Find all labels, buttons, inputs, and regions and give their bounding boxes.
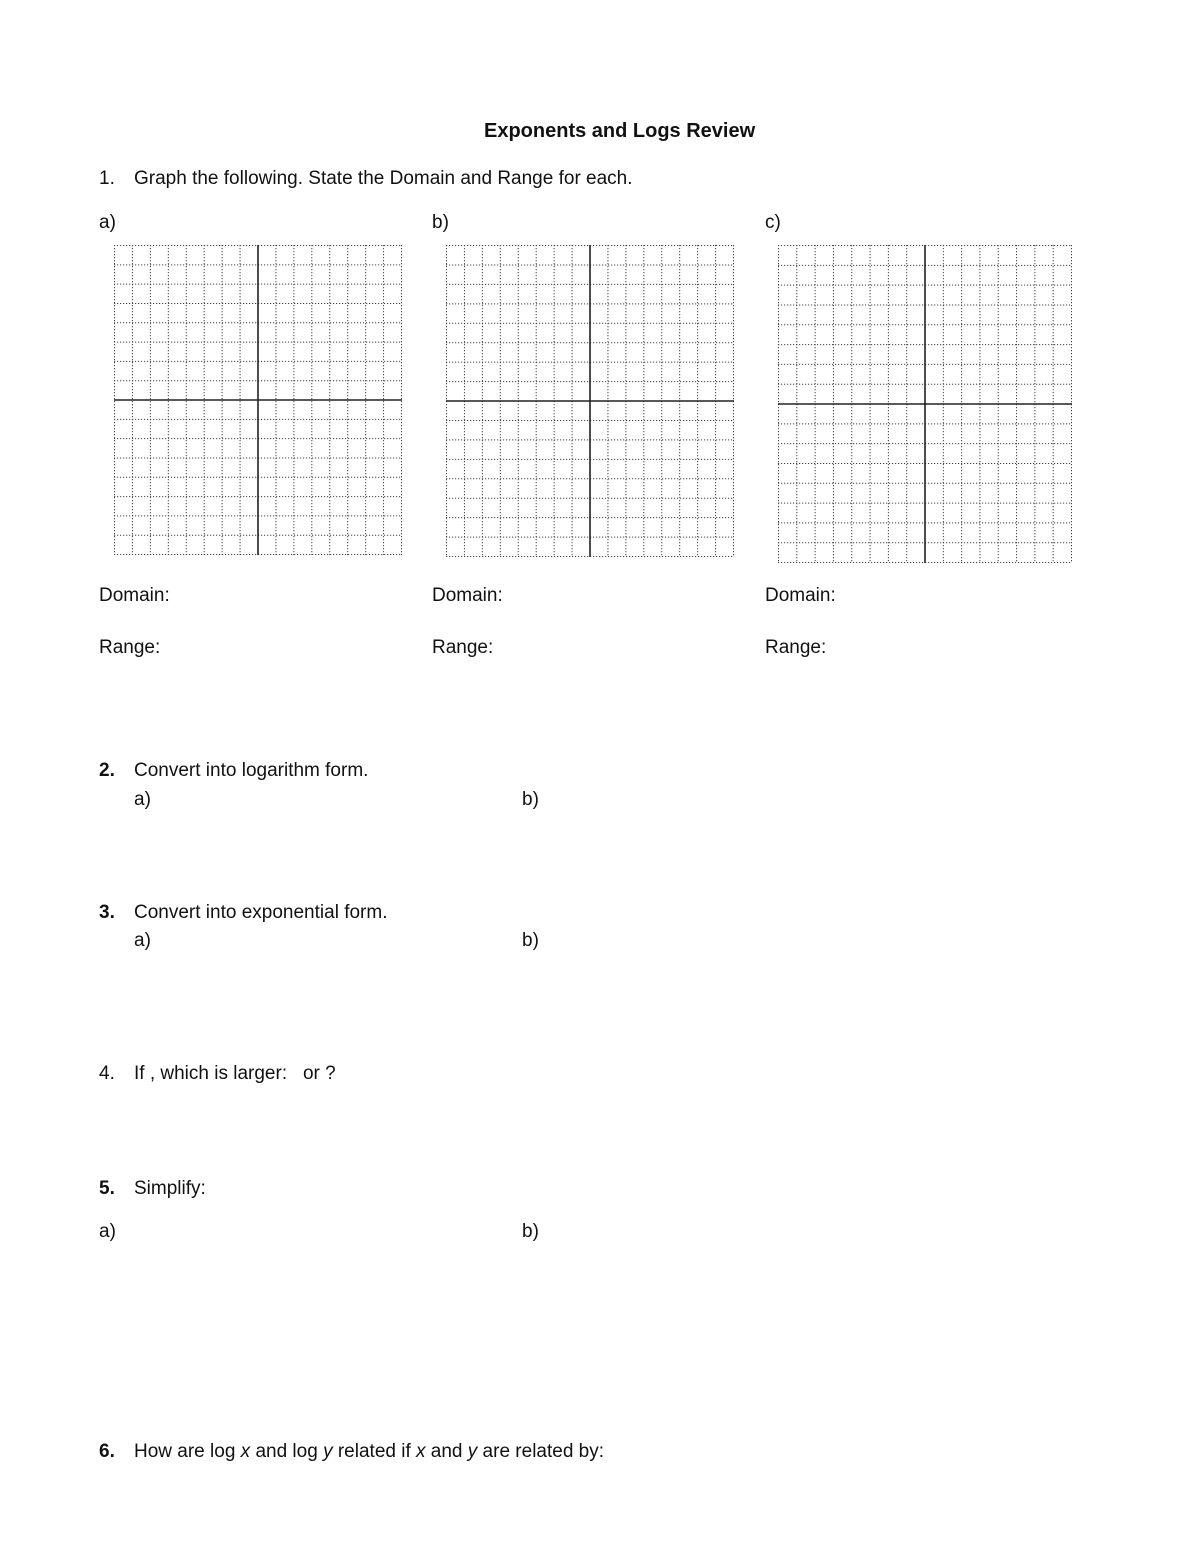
q6-text-2: and log xyxy=(250,1441,324,1462)
range-label-c: Range: xyxy=(765,637,827,658)
q5-number: 5. xyxy=(99,1178,115,1199)
domain-label-a: Domain: xyxy=(99,585,170,606)
range-label-a: Range: xyxy=(99,637,161,658)
q4-number: 4. xyxy=(99,1063,115,1084)
q3-part-b-label: b) xyxy=(522,930,539,951)
q3-part-a-label: a) xyxy=(134,930,151,951)
range-label-b: Range: xyxy=(432,637,494,658)
q5-text: Simplify: xyxy=(134,1178,206,1199)
q6-var-x1: x xyxy=(240,1441,251,1462)
q3-number: 3. xyxy=(99,902,115,923)
q4-text: If , which is larger: or ? xyxy=(134,1063,336,1084)
q6-var-x2: x xyxy=(416,1441,426,1462)
q2-part-b-label: b) xyxy=(522,789,539,810)
q1-number: 1. xyxy=(99,168,115,189)
q6-var-y1: y xyxy=(323,1441,333,1462)
q5-part-a-label: a) xyxy=(99,1221,116,1242)
q1-part-a-label: a) xyxy=(99,212,116,233)
q6-text-4: and xyxy=(425,1441,468,1462)
q5-part-b-label: b) xyxy=(522,1221,539,1242)
q6-text-1: How are log xyxy=(134,1441,241,1462)
q1-part-b-label: b) xyxy=(432,212,449,233)
q6-var-y2: y xyxy=(467,1441,478,1462)
q2-text: Convert into logarithm form. xyxy=(134,760,369,781)
q3-text: Convert into exponential form. xyxy=(134,902,388,923)
graph-grid-c[interactable] xyxy=(778,245,1072,563)
q6-text-3: related if xyxy=(332,1441,417,1462)
page-title: Exponents and Logs Review xyxy=(484,120,756,142)
domain-label-c: Domain: xyxy=(765,585,836,606)
graph-grid-b[interactable] xyxy=(446,245,734,557)
q1-part-c-label: c) xyxy=(765,212,781,233)
graph-grid-a[interactable] xyxy=(114,245,402,555)
q2-part-a-label: a) xyxy=(134,789,151,810)
q1-text: Graph the following. State the Domain and Range for each. xyxy=(134,168,633,189)
domain-label-b: Domain: xyxy=(432,585,503,606)
q6-number: 6. xyxy=(99,1441,115,1462)
q6-text xyxy=(134,1441,604,1463)
q6-text-5: are related by: xyxy=(477,1441,605,1462)
q2-number: 2. xyxy=(99,760,115,781)
